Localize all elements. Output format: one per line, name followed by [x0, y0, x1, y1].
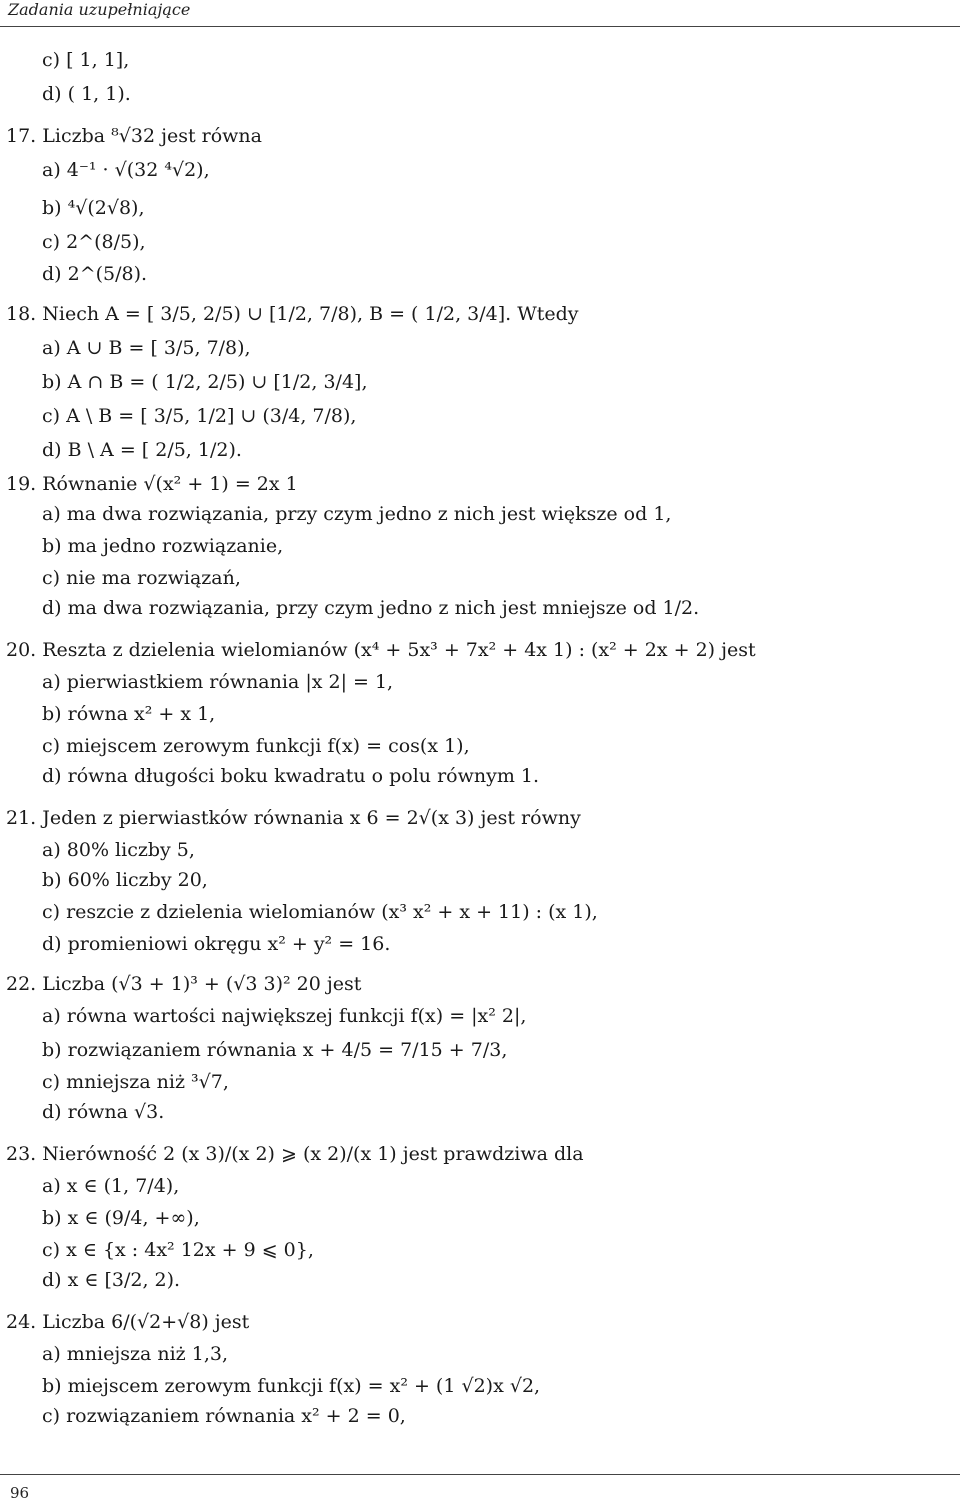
answer-option: a) równa wartości największej funkcji f(x) = |x² 2|,	[42, 1005, 527, 1027]
answer-option: d) ( 1, 1).	[42, 83, 131, 105]
answer-option: c) rozwiązaniem równania x² + 2 = 0,	[42, 1405, 406, 1427]
answer-option: d) równa długości boku kwadratu o polu równym 1.	[42, 765, 540, 787]
page-number: 96	[10, 1484, 30, 1502]
footer-divider	[0, 1474, 960, 1475]
answer-option: c) A \ B = [ 3/5, 1/2] ∪ (3/4, 7/8),	[42, 405, 357, 427]
answer-option: d) B \ A = [ 2/5, 1/2).	[42, 439, 242, 461]
answer-option: d) promieniowi okręgu x² + y² = 16.	[42, 933, 391, 955]
answer-option: d) 2^(5/8).	[42, 263, 148, 285]
header-divider	[0, 26, 960, 27]
answer-option: a) 80% liczby 5,	[42, 839, 195, 861]
answer-option: a) mniejsza niż 1,3,	[42, 1343, 228, 1365]
answer-option: c) miejscem zerowym funkcji f(x) = cos(x 1),	[42, 735, 470, 757]
answer-option: a) ma dwa rozwiązania, przy czym jedno z nich jest większe od 1,	[42, 503, 672, 525]
question-18: 18. Niech A = [ 3/5, 2/5) ∪ [1/2, 7/8), B = ( 1/2, 3/4]. Wtedy	[6, 303, 579, 325]
question-24: 24. Liczba 6/(√2+√8) jest	[6, 1311, 250, 1333]
answer-option: c) nie ma rozwiązań,	[42, 567, 241, 589]
answer-option: b) x ∈ (9/4, +∞),	[42, 1207, 200, 1229]
answer-option: b) rozwiązaniem równania x + 4/5 = 7/15 + 7/3,	[42, 1039, 508, 1061]
answer-option: d) równa √3.	[42, 1101, 165, 1123]
answer-option: c) mniejsza niż ³√7,	[42, 1071, 229, 1093]
answer-option: a) x ∈ (1, 7/4),	[42, 1175, 180, 1197]
answer-option: c) 2^(8/5),	[42, 231, 146, 253]
answer-option: d) ma dwa rozwiązania, przy czym jedno z nich jest mniejsze od 1/2.	[42, 597, 700, 619]
answer-option: a) 4⁻¹ · √(32 ⁴√2),	[42, 159, 210, 181]
answer-option: b) ma jedno rozwiązanie,	[42, 535, 284, 557]
answer-option: c) x ∈ {x : 4x² 12x + 9 ⩽ 0},	[42, 1239, 314, 1261]
question-19: 19. Równanie √(x² + 1) = 2x 1	[6, 473, 298, 495]
answer-option: a) pierwiastkiem równania |x 2| = 1,	[42, 671, 394, 693]
answer-option: d) x ∈ [3/2, 2).	[42, 1269, 181, 1291]
question-21: 21. Jeden z pierwiastków równania x 6 = 2√(x 3) jest równy	[6, 807, 581, 829]
question-23: 23. Nierówność 2 (x 3)/(x 2) ⩾ (x 2)/(x 1) jest prawdziwa dla	[6, 1143, 584, 1165]
question-17: 17. Liczba ⁸√32 jest równa	[6, 125, 262, 147]
question-20: 20. Reszta z dzielenia wielomianów (x⁴ + 5x³ + 7x² + 4x 1) : (x² + 2x + 2) jest	[6, 639, 756, 661]
answer-option: a) A ∪ B = [ 3/5, 7/8),	[42, 337, 251, 359]
answer-option: b) A ∩ B = ( 1/2, 2/5) ∪ [1/2, 3/4],	[42, 371, 368, 393]
question-22: 22. Liczba (√3 + 1)³ + (√3 3)² 20 jest	[6, 973, 362, 995]
answer-option: b) ⁴√(2√8),	[42, 197, 145, 219]
answer-option: b) równa x² + x 1,	[42, 703, 216, 725]
running-header: Zadania uzupełniające	[8, 0, 191, 19]
answer-option: c) [ 1, 1],	[42, 49, 130, 71]
answer-option: b) 60% liczby 20,	[42, 869, 208, 891]
answer-option: b) miejscem zerowym funkcji f(x) = x² + (1 √2)x √2,	[42, 1375, 541, 1397]
answer-option: c) reszcie z dzielenia wielomianów (x³ x² + x + 11) : (x 1),	[42, 901, 598, 923]
